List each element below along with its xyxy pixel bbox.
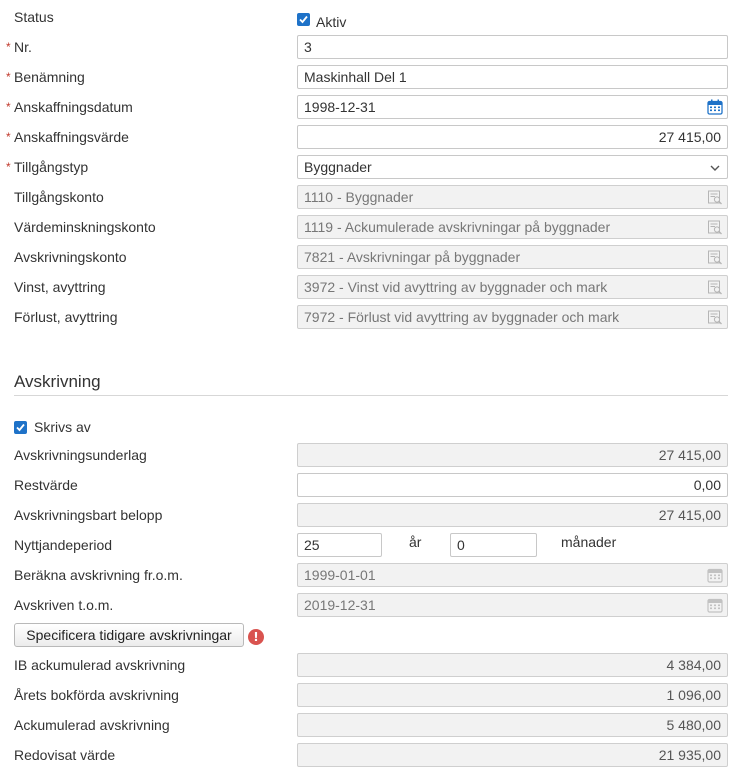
name-label: Benämning	[14, 69, 85, 85]
loss-label: Förlust, avyttring	[14, 309, 118, 325]
ib-acc-field: 4 384,00	[297, 653, 728, 677]
depr-account-value: 1119 - Ackumulerade avskrivningar på byggnader	[304, 219, 611, 235]
depr-to-label: Avskriven t.o.m.	[14, 597, 114, 613]
depreciable-field: 27 415,00	[297, 503, 728, 527]
gain-label: Vinst, avyttring	[14, 279, 106, 295]
depr-expense-field	[297, 245, 728, 269]
asset-account-row	[0, 185, 734, 209]
required-marker: *	[6, 100, 11, 114]
depr-to-value: 2019-12-31	[304, 597, 376, 613]
residual-row	[0, 473, 734, 497]
lookup-icon	[707, 279, 723, 295]
year-booked-field: 1 096,00	[297, 683, 728, 707]
section-divider	[14, 395, 728, 396]
name-row	[0, 65, 734, 89]
asset-type-row	[0, 155, 734, 179]
chevron-down-icon	[707, 160, 723, 176]
basis-row	[0, 443, 734, 467]
lookup-icon	[707, 219, 723, 235]
name-input[interactable]: Maskinhall Del 1	[297, 65, 728, 89]
lookup-icon	[707, 189, 723, 205]
check-icon	[15, 422, 26, 433]
loss-value: 7972 - Förlust vid avyttring av byggnader och mark	[304, 309, 620, 325]
depr-expense-row	[0, 245, 734, 269]
loss-field	[297, 305, 728, 329]
check-icon	[298, 14, 309, 25]
acc-row	[0, 713, 734, 737]
calc-from-row	[0, 563, 734, 587]
asset-account-value: 1110 - Byggnader	[304, 189, 414, 205]
depr-to-row	[0, 593, 734, 617]
gain-value: 3972 - Vinst vid avyttring av byggnader och mark	[304, 279, 608, 295]
warning-icon: !	[248, 629, 264, 645]
depr-account-label: Värdeminskningskonto	[14, 219, 156, 235]
year-booked-row	[0, 683, 734, 707]
depr-expense-label: Avskrivningskonto	[14, 249, 127, 265]
basis-field: 27 415,00	[297, 443, 728, 467]
acq-date-row	[0, 95, 734, 119]
asset-account-label: Tillgångskonto	[14, 189, 104, 205]
status-label: Status	[14, 9, 54, 25]
book-value-row	[0, 743, 734, 767]
calc-from-field	[297, 563, 728, 587]
required-marker: *	[6, 160, 11, 174]
months-unit: månader	[561, 534, 617, 550]
residual-label: Restvärde	[14, 477, 78, 493]
book-value-label: Redovisat värde	[14, 747, 116, 763]
status-row	[0, 5, 734, 29]
depr-account-field	[297, 215, 728, 239]
book-value-field: 21 935,00	[297, 743, 728, 767]
calendar-icon	[707, 567, 723, 583]
specify-previous-depreciation-button[interactable]: Specificera tidigare avskrivningar	[14, 623, 244, 647]
calc-from-label: Beräkna avskrivning fr.o.m.	[14, 567, 183, 583]
residual-input[interactable]: 0,00	[297, 473, 728, 497]
asset-type-value: Byggnader	[304, 159, 372, 175]
acq-date-input[interactable]	[297, 95, 728, 119]
basis-label: Avskrivningsunderlag	[14, 447, 147, 463]
acc-label: Ackumulerad avskrivning	[14, 717, 170, 733]
gain-field	[297, 275, 728, 299]
nr-label: Nr.	[14, 39, 32, 55]
writeoff-checkbox-label: Skrivs av	[34, 419, 91, 435]
section-title-depreciation: Avskrivning	[14, 372, 101, 391]
required-marker: *	[6, 130, 11, 144]
depr-expense-value: 7821 - Avskrivningar på byggnader	[304, 249, 521, 265]
nr-input[interactable]: 3	[297, 35, 728, 59]
ib-acc-label: IB ackumulerad avskrivning	[14, 657, 186, 673]
acq-value-row	[0, 125, 734, 149]
lookup-icon	[707, 309, 723, 325]
acq-date-label: Anskaffningsdatum	[14, 99, 133, 115]
years-input[interactable]: 25	[297, 533, 382, 557]
months-input[interactable]: 0	[450, 533, 537, 557]
writeoff-row	[0, 415, 734, 439]
asset-account-field	[297, 185, 728, 209]
years-unit: år	[409, 534, 422, 550]
depr-account-row	[0, 215, 734, 239]
acq-value-input[interactable]: 27 415,00	[297, 125, 728, 149]
asset-type-select[interactable]	[297, 155, 728, 179]
useful-life-label: Nyttjandeperiod	[14, 537, 113, 553]
asset-type-label: Tillgångstyp	[14, 159, 89, 175]
acc-field: 5 480,00	[297, 713, 728, 737]
calendar-icon	[707, 597, 723, 613]
depreciable-label: Avskrivningsbart belopp	[14, 507, 163, 523]
loss-row	[0, 305, 734, 329]
depr-to-field	[297, 593, 728, 617]
calc-from-value: 1999-01-01	[304, 567, 376, 583]
acq-value-label: Anskaffningsvärde	[14, 129, 129, 145]
acq-date-value: 1998-12-31	[304, 99, 376, 115]
writeoff-checkbox[interactable]	[14, 421, 27, 434]
active-checkbox[interactable]	[297, 13, 310, 26]
required-marker: *	[6, 40, 11, 54]
ib-acc-row	[0, 653, 734, 677]
gain-row	[0, 275, 734, 299]
active-checkbox-label: Aktiv	[316, 14, 347, 30]
nr-row	[0, 35, 734, 59]
lookup-icon	[707, 249, 723, 265]
useful-life-row	[0, 533, 734, 557]
required-marker: *	[6, 70, 11, 84]
depreciable-row	[0, 503, 734, 527]
calendar-icon[interactable]	[707, 99, 723, 115]
year-booked-label: Årets bokförda avskrivning	[14, 687, 179, 703]
